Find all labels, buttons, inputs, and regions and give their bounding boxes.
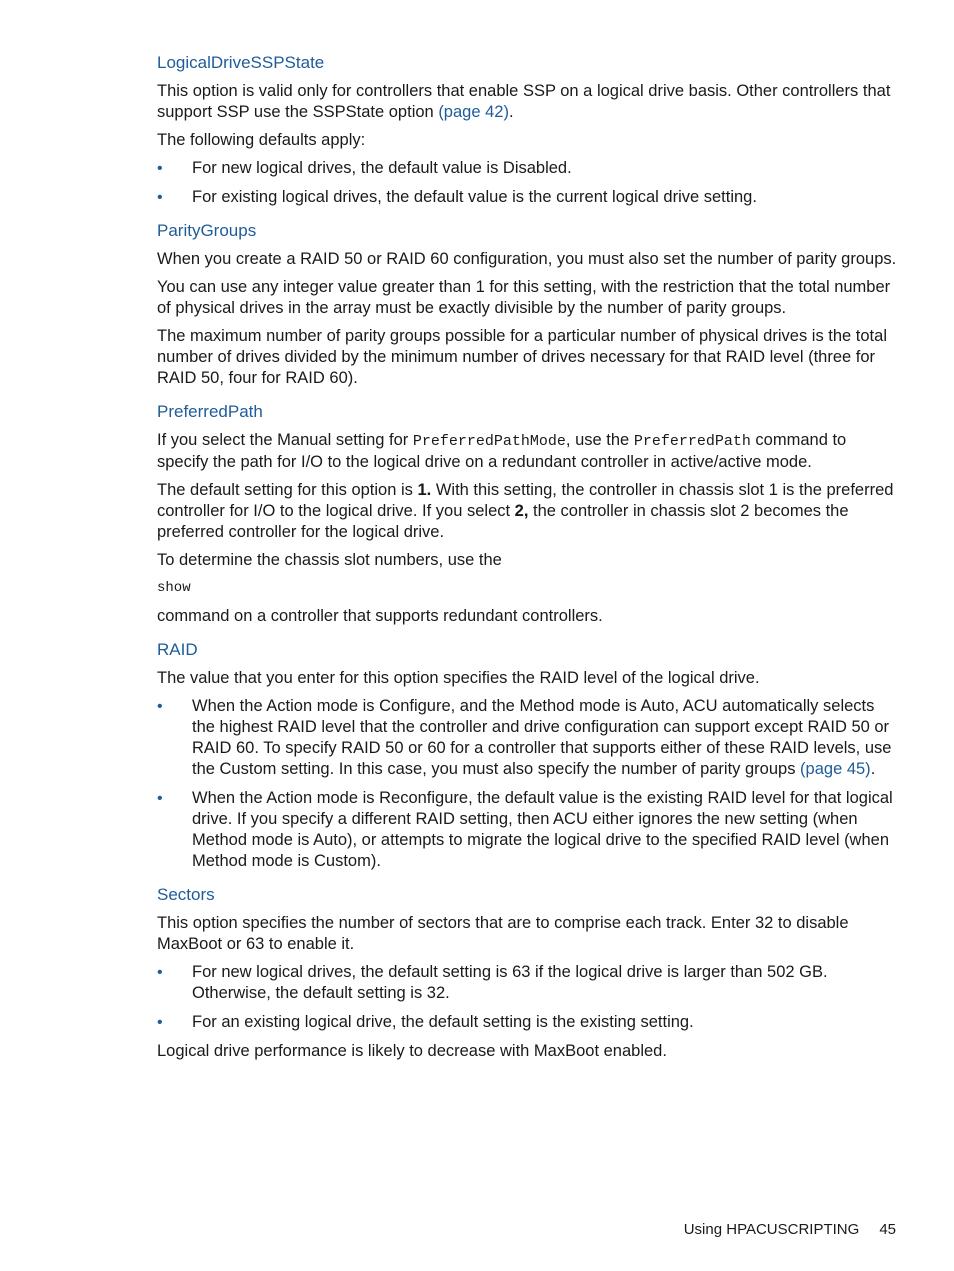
list-item-text: For new logical drives, the default value is Disabled. xyxy=(192,159,572,177)
section-preferredpath xyxy=(157,401,899,627)
bullet-list xyxy=(157,158,899,208)
bullet-icon: • xyxy=(157,964,163,981)
paragraph: You can use any integer value greater than 1 for this setting, with the restriction that the total number of physical drives in the array must be exactly divisible by the number of parity groups. xyxy=(157,278,891,317)
list-item-text: For new logical drives, the default setting is 63 if the logical drive is larger than 502 GB. Otherwise, the default setting is 32. xyxy=(192,963,828,1002)
list-item xyxy=(157,788,899,872)
bullet-list xyxy=(157,962,899,1033)
paragraph xyxy=(157,430,899,473)
page-link[interactable]: (page 42) xyxy=(438,103,509,121)
list-item xyxy=(157,187,899,208)
paragraph: command on a controller that supports redundant controllers. xyxy=(157,607,603,625)
section-logicaldrivesspstate xyxy=(157,52,899,208)
section-sectors xyxy=(157,884,899,1062)
text: With this setting, the controller in chassis slot 1 is the preferred controller for I/O to the logical drive. If you select xyxy=(157,481,894,520)
paragraph xyxy=(157,81,899,123)
bullet-list xyxy=(157,696,899,872)
text: The default setting for this option is xyxy=(157,481,418,499)
list-item xyxy=(157,1012,899,1033)
section-raid xyxy=(157,639,899,872)
heading-paritygroups: ParityGroups xyxy=(157,221,257,240)
text: the controller in chassis slot 2 becomes the preferred controller for the logical drive. xyxy=(157,502,849,541)
list-item-text: For existing logical drives, the default value is the current logical drive setting. xyxy=(192,188,757,206)
heading-preferredpath: PreferredPath xyxy=(157,402,263,421)
paragraph: The maximum number of parity groups possible for a particular number of physical drives is the total number of drives divided by the minimum number of drives necessary for that RAID level (three for RAID 50, four for RAID 60). xyxy=(157,327,887,387)
bold-value: 2, xyxy=(514,502,529,520)
bullet-icon: • xyxy=(157,790,163,807)
text: , use the xyxy=(565,431,634,449)
page-content xyxy=(157,52,899,1074)
text: This option is valid only for controllers that enable SSP on a logical drive basis. Other controllers that support SSP use the SSPState option xyxy=(157,82,891,121)
bullet-icon: • xyxy=(157,698,163,715)
text: . xyxy=(508,103,514,121)
list-item-text: When the Action mode is Configure, and the Method mode is Auto, ACU automatically selects the highest RAID level that the controller and drive configuration can support except RAID 50 or RAID 60. To specify RAID 50 or 60 for a controller that supports either of these RAID levels, use the Custom setting. In this case, you must also specify the number of parity groups xyxy=(192,697,892,778)
list-item-text: When the Action mode is Reconfigure, the default value is the existing RAID level for that logical drive. If you specify a different RAID setting, then ACU either ignores the new setting (when Method mode is Auto), or attempts to migrate the logical drive to the specified RAID level (when Method mode is Custom). xyxy=(192,789,893,870)
section-paritygroups xyxy=(157,220,899,389)
heading-raid: RAID xyxy=(157,640,198,659)
bold-value: 1. xyxy=(417,481,432,499)
list-item xyxy=(157,696,899,780)
paragraph: To determine the chassis slot numbers, use the xyxy=(157,551,502,569)
page-footer xyxy=(684,1221,896,1238)
bullet-icon: • xyxy=(157,160,163,177)
bullet-icon: • xyxy=(157,1014,163,1031)
paragraph: This option specifies the number of sectors that are to comprise each track. Enter 32 to disable MaxBoot or 63 to enable it. xyxy=(157,914,849,953)
heading-sectors: Sectors xyxy=(157,885,215,904)
page-number: 45 xyxy=(879,1221,896,1238)
list-item xyxy=(157,962,899,1004)
bullet-icon: • xyxy=(157,189,163,206)
paragraph: When you create a RAID 50 or RAID 60 configuration, you must also set the number of parity groups. xyxy=(157,250,897,268)
code-line: show xyxy=(157,580,191,596)
list-item-text: For an existing logical drive, the default setting is the existing setting. xyxy=(192,1013,694,1031)
heading-logicaldrivesspstate: LogicalDriveSSPState xyxy=(157,53,325,72)
text: command to specify the path for I/O to the logical drive on a redundant controller in active/active mode. xyxy=(157,431,847,471)
paragraph: The following defaults apply: xyxy=(157,131,366,149)
text: . xyxy=(870,760,876,778)
footer-title: Using HPACUSCRIPTING xyxy=(683,1221,860,1238)
code-term: PreferredPathMode xyxy=(412,433,566,450)
paragraph: The value that you enter for this option specifies the RAID level of the logical drive. xyxy=(157,669,760,687)
paragraph xyxy=(157,480,899,543)
page-link[interactable]: (page 45) xyxy=(800,760,871,778)
paragraph: Logical drive performance is likely to decrease with MaxBoot enabled. xyxy=(157,1042,667,1060)
code-term: PreferredPath xyxy=(633,433,751,450)
list-item xyxy=(157,158,899,179)
text: If you select the Manual setting for xyxy=(157,431,413,449)
